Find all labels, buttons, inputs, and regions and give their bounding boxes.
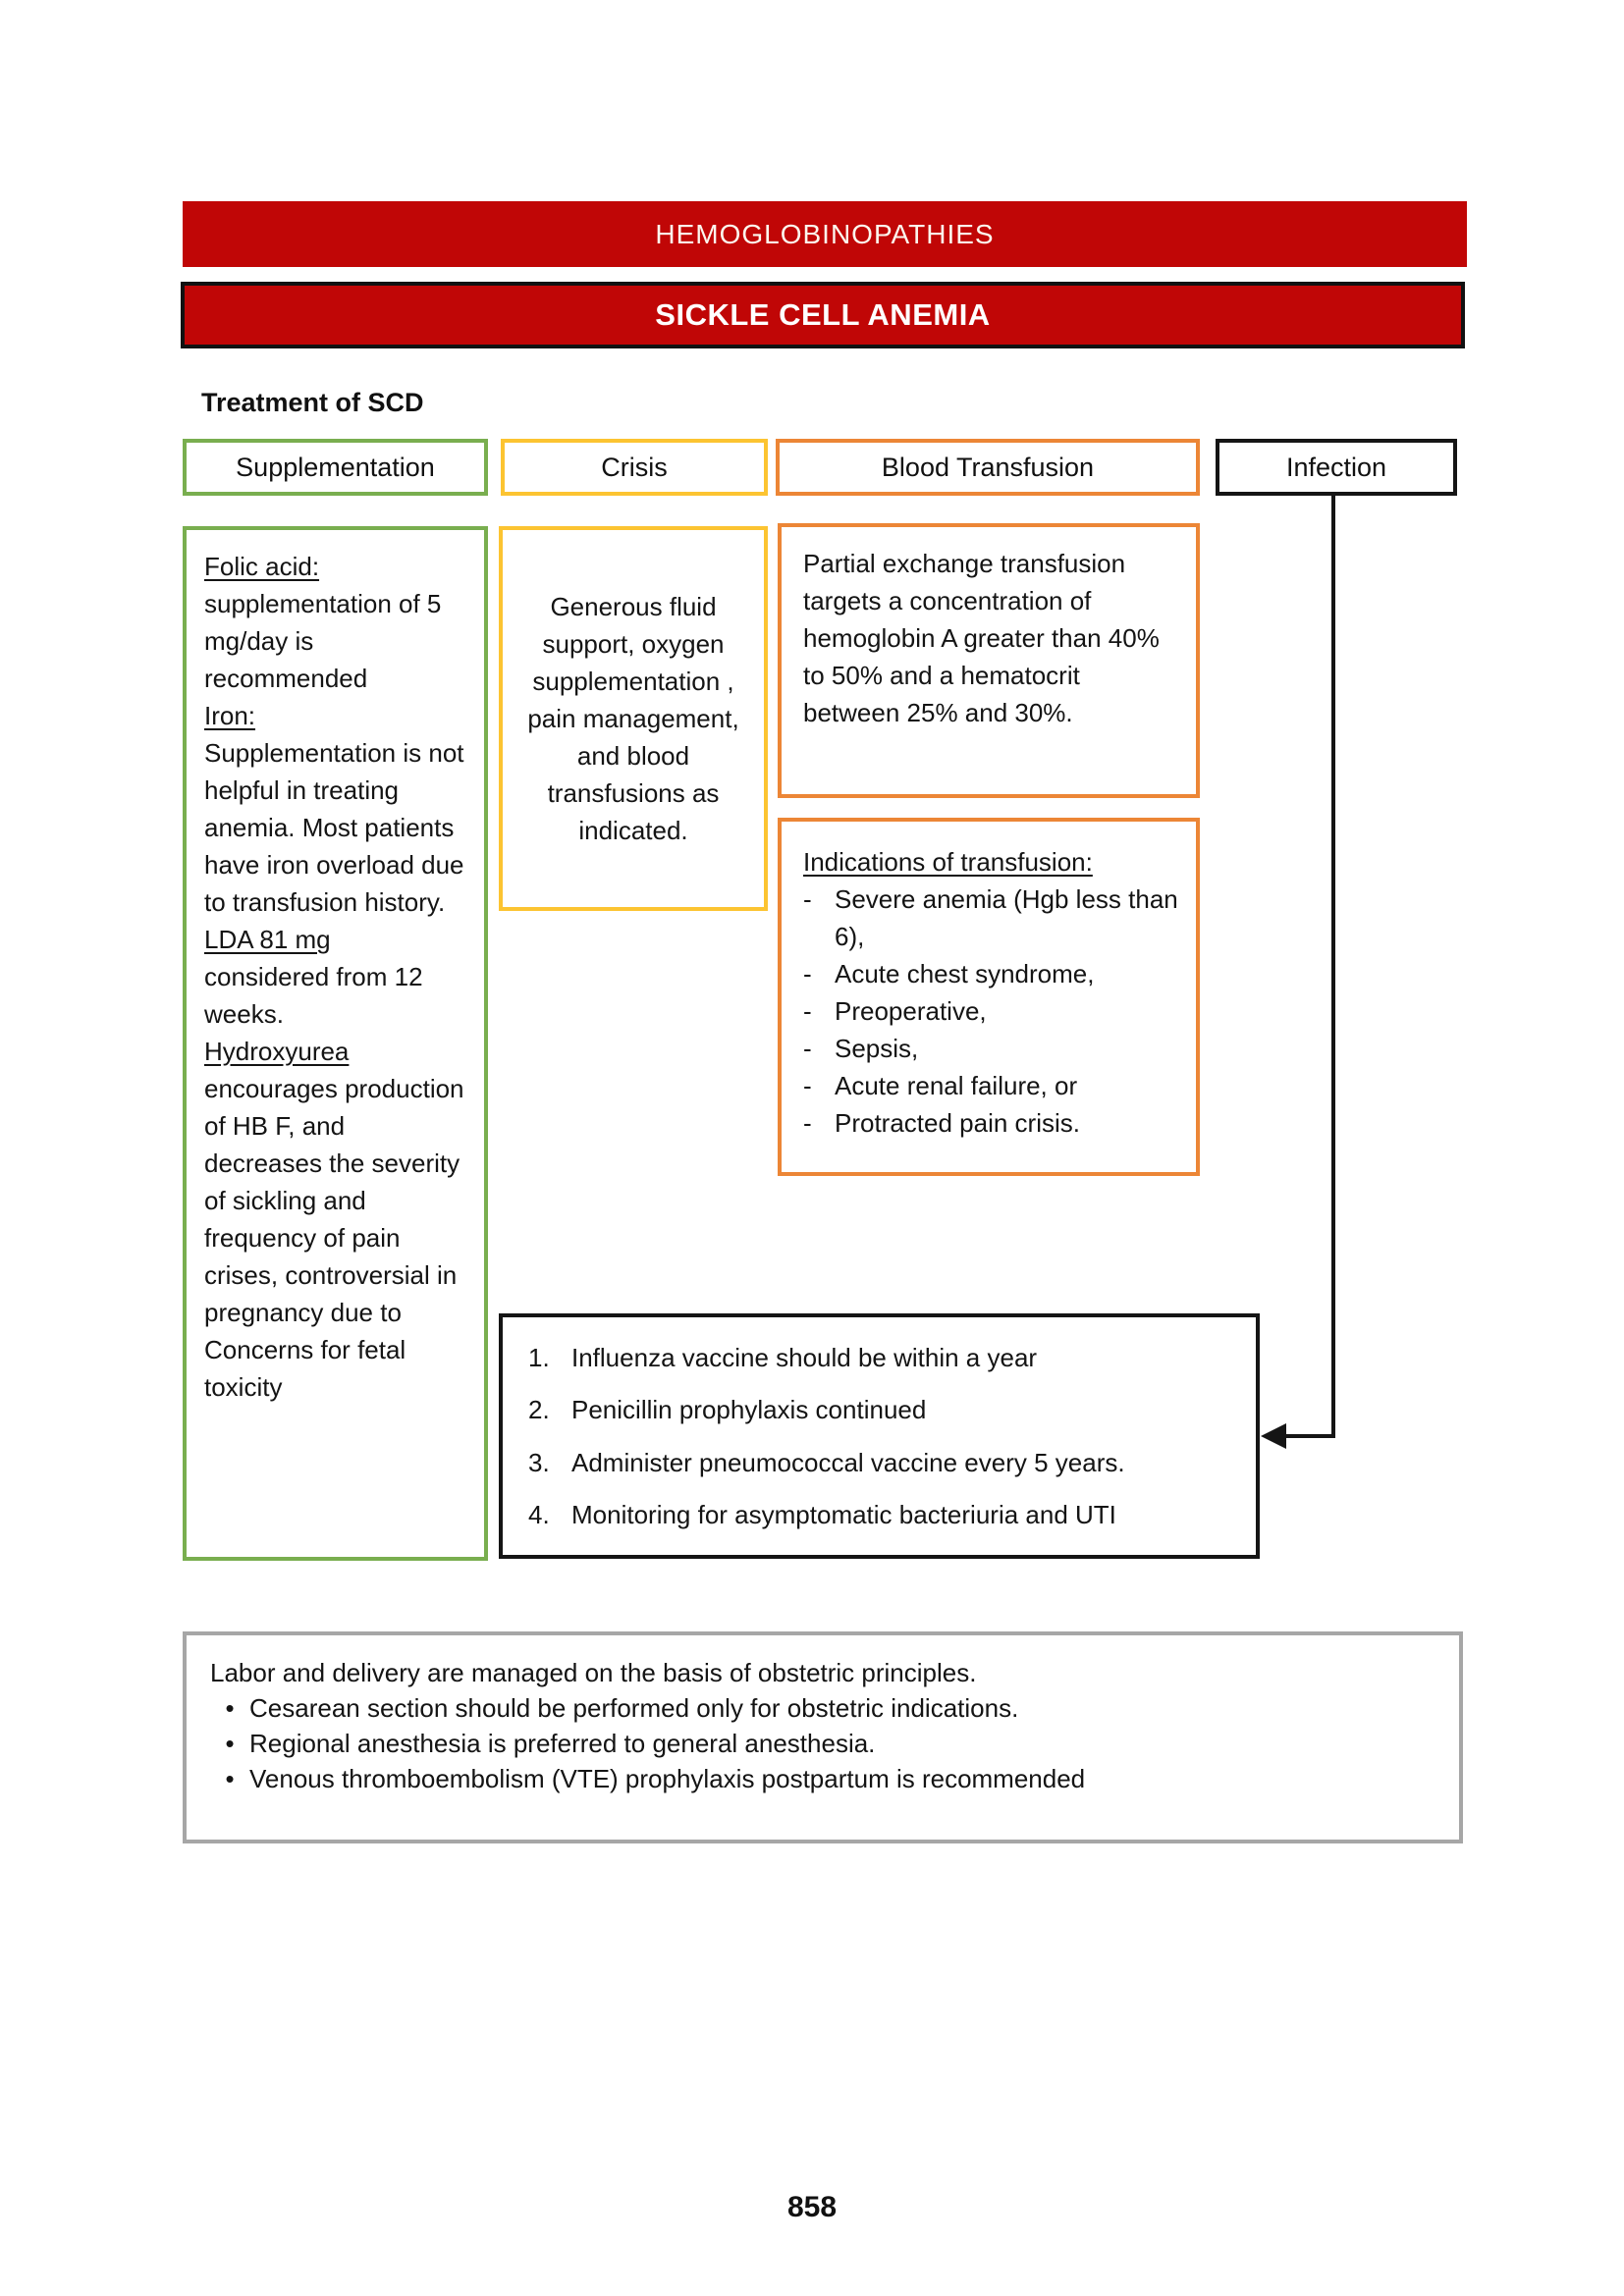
- blood-transfusion-header-label: Blood Transfusion: [881, 452, 1095, 482]
- item-number: 3.: [528, 1447, 550, 1477]
- dash-marker: -: [803, 1071, 812, 1100]
- infection-connector-horizontal-line: [1280, 1434, 1335, 1438]
- bullet-marker: •: [225, 1693, 235, 1723]
- dash-marker: -: [803, 996, 812, 1026]
- dash-marker: -: [803, 884, 812, 914]
- partial-exchange-transfusion-box: [778, 523, 1200, 798]
- transfusion-indication-item: - Acute renal failure, or: [803, 1067, 1180, 1104]
- partial-exchange-transfusion-text: Partial exchange transfusion targets a concentration of hemoglobin A greater than 40% to 50% and a hematocrit between 25% and 30%.: [803, 549, 1160, 727]
- item-number: 4.: [528, 1500, 550, 1530]
- supplementation-segment: Iron:: [204, 701, 256, 730]
- infection-measures-box: [499, 1313, 1260, 1559]
- transfusion-indication-item: - Sepsis,: [803, 1030, 1180, 1067]
- crisis-content-text: Generous fluid support, oxygen supplementation , pain management, and blood transfusions as indicated.: [527, 592, 739, 845]
- bullet-marker: •: [225, 1729, 235, 1758]
- supplementation-segment: supplementation of 5 mg/day is recommended: [204, 589, 442, 693]
- item-number: 1.: [528, 1342, 550, 1372]
- supplementation-segment: Hydroxyurea: [204, 1037, 350, 1066]
- bullet-marker: •: [225, 1764, 235, 1793]
- infection-header-box: [1216, 439, 1457, 496]
- supplementation-header-box: [183, 439, 488, 496]
- supplementation-segment: Supplementation is not helpful in treating anemia. Most patients have iron overload due to transfusion history.: [204, 738, 464, 917]
- labor-delivery-intro: Labor and delivery are managed on the basis of obstetric principles.: [210, 1658, 977, 1687]
- dash-marker: -: [803, 959, 812, 988]
- dash-marker: -: [803, 1108, 812, 1138]
- supplementation-segment: LDA 81 mg: [204, 925, 331, 954]
- transfusion-indication-item: - Severe anemia (Hgb less than 6),: [803, 881, 1180, 955]
- crisis-header-label: Crisis: [601, 452, 668, 482]
- sickle-cell-anemia-banner-text: SICKLE CELL ANEMIA: [655, 297, 991, 332]
- hemoglobinopathies-banner: [183, 201, 1467, 267]
- transfusion-indication-item: - Preoperative,: [803, 992, 1180, 1030]
- blood-transfusion-header-box: [776, 439, 1200, 496]
- supplementation-segment: considered from 12 weeks.: [204, 962, 423, 1029]
- page-number: 858: [786, 2191, 838, 2223]
- infection-header-label: Infection: [1285, 452, 1387, 482]
- transfusion-indication-item: - Acute chest syndrome,: [803, 955, 1180, 992]
- supplementation-content-box: [183, 526, 488, 1561]
- infection-connector-arrowhead-icon: [1261, 1423, 1286, 1449]
- indications-of-transfusion-heading: Indications of transfusion:: [803, 847, 1093, 877]
- sickle-cell-anemia-banner: [181, 282, 1465, 348]
- infection-measure-item: 3. Administer pneumococcal vaccine every 5 years.: [528, 1444, 1246, 1481]
- infection-measure-item: 1. Influenza vaccine should be within a year: [528, 1339, 1246, 1376]
- transfusion-indication-item: - Protracted pain crisis.: [803, 1104, 1180, 1142]
- item-number: 2.: [528, 1395, 550, 1425]
- crisis-content-box: [499, 526, 768, 911]
- labor-delivery-box: [183, 1631, 1463, 1843]
- labor-delivery-bullet: • Venous thromboembolism (VTE) prophylaxis postpartum is recommended: [210, 1761, 1439, 1796]
- infection-measure-item: 4. Monitoring for asymptomatic bacteriuria and UTI: [528, 1496, 1246, 1533]
- hemoglobinopathies-banner-text: HEMOGLOBINOPATHIES: [655, 218, 995, 249]
- supplementation-segment: Folic acid:: [204, 552, 320, 581]
- supplementation-segment: encourages production of HB F, and decreases the severity of sickling and frequency of pain crises, controversial in pregnancy due to Concerns for fetal toxicity: [204, 1074, 464, 1402]
- infection-measure-item: 2. Penicillin prophylaxis continued: [528, 1391, 1246, 1428]
- crisis-header-box: [501, 439, 768, 496]
- dash-marker: -: [803, 1034, 812, 1063]
- labor-delivery-bullet: • Regional anesthesia is preferred to general anesthesia.: [210, 1726, 1439, 1761]
- supplementation-header-label: Supplementation: [236, 452, 435, 482]
- indications-of-transfusion-box: [778, 818, 1200, 1176]
- labor-delivery-bullet: • Cesarean section should be performed only for obstetric indications.: [210, 1690, 1439, 1726]
- treatment-of-scd-heading: Treatment of SCD: [201, 388, 424, 417]
- infection-connector-vertical-line: [1331, 494, 1335, 1436]
